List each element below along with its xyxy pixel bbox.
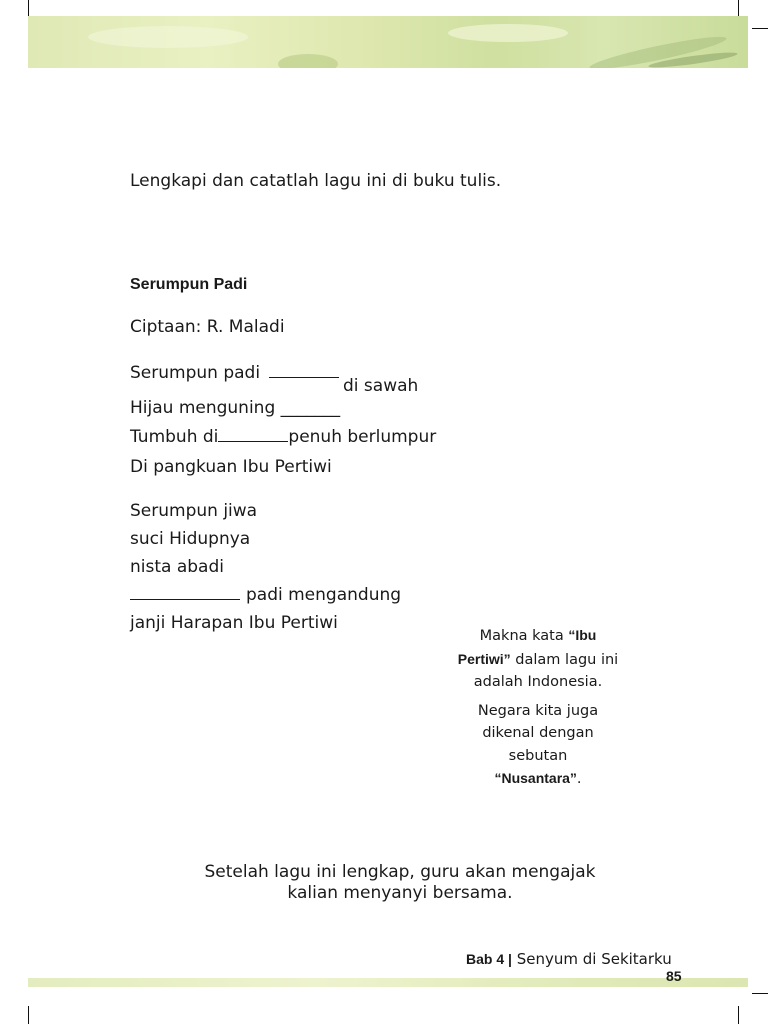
note-text: . — [576, 771, 582, 787]
song-line-4: Di pangkuan Ibu Pertiwi — [130, 457, 332, 477]
side-note — [440, 624, 636, 791]
fill-blank[interactable] — [218, 441, 288, 442]
song-line-5: Serumpun jiwa — [130, 501, 258, 521]
note-text: Makna kata — [479, 628, 569, 644]
song-line-8 — [130, 585, 401, 605]
chapter-footer — [466, 950, 672, 968]
song-line-1 — [130, 363, 339, 383]
fill-blank[interactable] — [130, 599, 240, 600]
fill-blank[interactable] — [269, 377, 339, 378]
note-emphasis: “Nusantara” — [494, 770, 577, 786]
crop-mark — [28, 1006, 29, 1024]
song-title: Serumpun Padi — [130, 276, 248, 293]
closing-line-2: kalian menyanyi bersama. — [287, 883, 513, 903]
note-text: dalam lagu ini — [510, 651, 619, 668]
song-line-1-end: di sawah — [343, 376, 419, 396]
closing-text — [180, 862, 620, 904]
instruction-text: Lengkapi dan catatlah lagu ini di buku tulis. — [130, 171, 502, 191]
song-line-6: suci Hidupnya — [130, 529, 251, 549]
song-line-2: Hijau menguning _______ — [130, 398, 341, 418]
song-line-text: Tumbuh di — [130, 427, 219, 447]
song-line-text: Serumpun padi — [130, 363, 261, 383]
note-emphasis: Pertiwi” — [457, 650, 511, 667]
crop-mark — [752, 993, 768, 994]
note-paragraph-2 — [440, 700, 636, 791]
note-text: adalah Indonesia. — [473, 674, 603, 690]
crop-mark — [738, 0, 739, 16]
note-emphasis: “Ibu — [568, 627, 597, 643]
footer-banner-image — [28, 978, 748, 987]
song-line-9: janji Harapan Ibu Pertiwi — [130, 613, 338, 633]
banner-leaf — [88, 26, 248, 48]
song-line-7: nista abadi — [130, 557, 224, 577]
closing-line-1: Setelah lagu ini lengkap, guru akan mengajak — [204, 862, 596, 882]
crop-mark — [738, 1006, 739, 1024]
chapter-label: Bab 4 | — [466, 951, 512, 967]
page-number: 85 — [666, 968, 682, 984]
song-line-text: penuh berlumpur — [288, 427, 437, 447]
note-paragraph-1 — [440, 624, 636, 694]
banner-leaf — [278, 54, 338, 68]
note-text: dikenal dengan — [482, 725, 594, 741]
song-composer: Ciptaan: R. Maladi — [130, 317, 285, 337]
crop-mark — [752, 28, 768, 29]
crop-mark — [28, 0, 29, 16]
banner-leaf — [448, 24, 568, 42]
song-line-3 — [130, 427, 436, 447]
song-line-text: padi mengandung — [246, 585, 402, 605]
note-text: Negara kita juga — [477, 702, 599, 719]
header-banner-image — [28, 16, 748, 68]
note-text: sebutan — [508, 747, 568, 764]
chapter-title: Senyum di Sekitarku — [516, 950, 672, 968]
